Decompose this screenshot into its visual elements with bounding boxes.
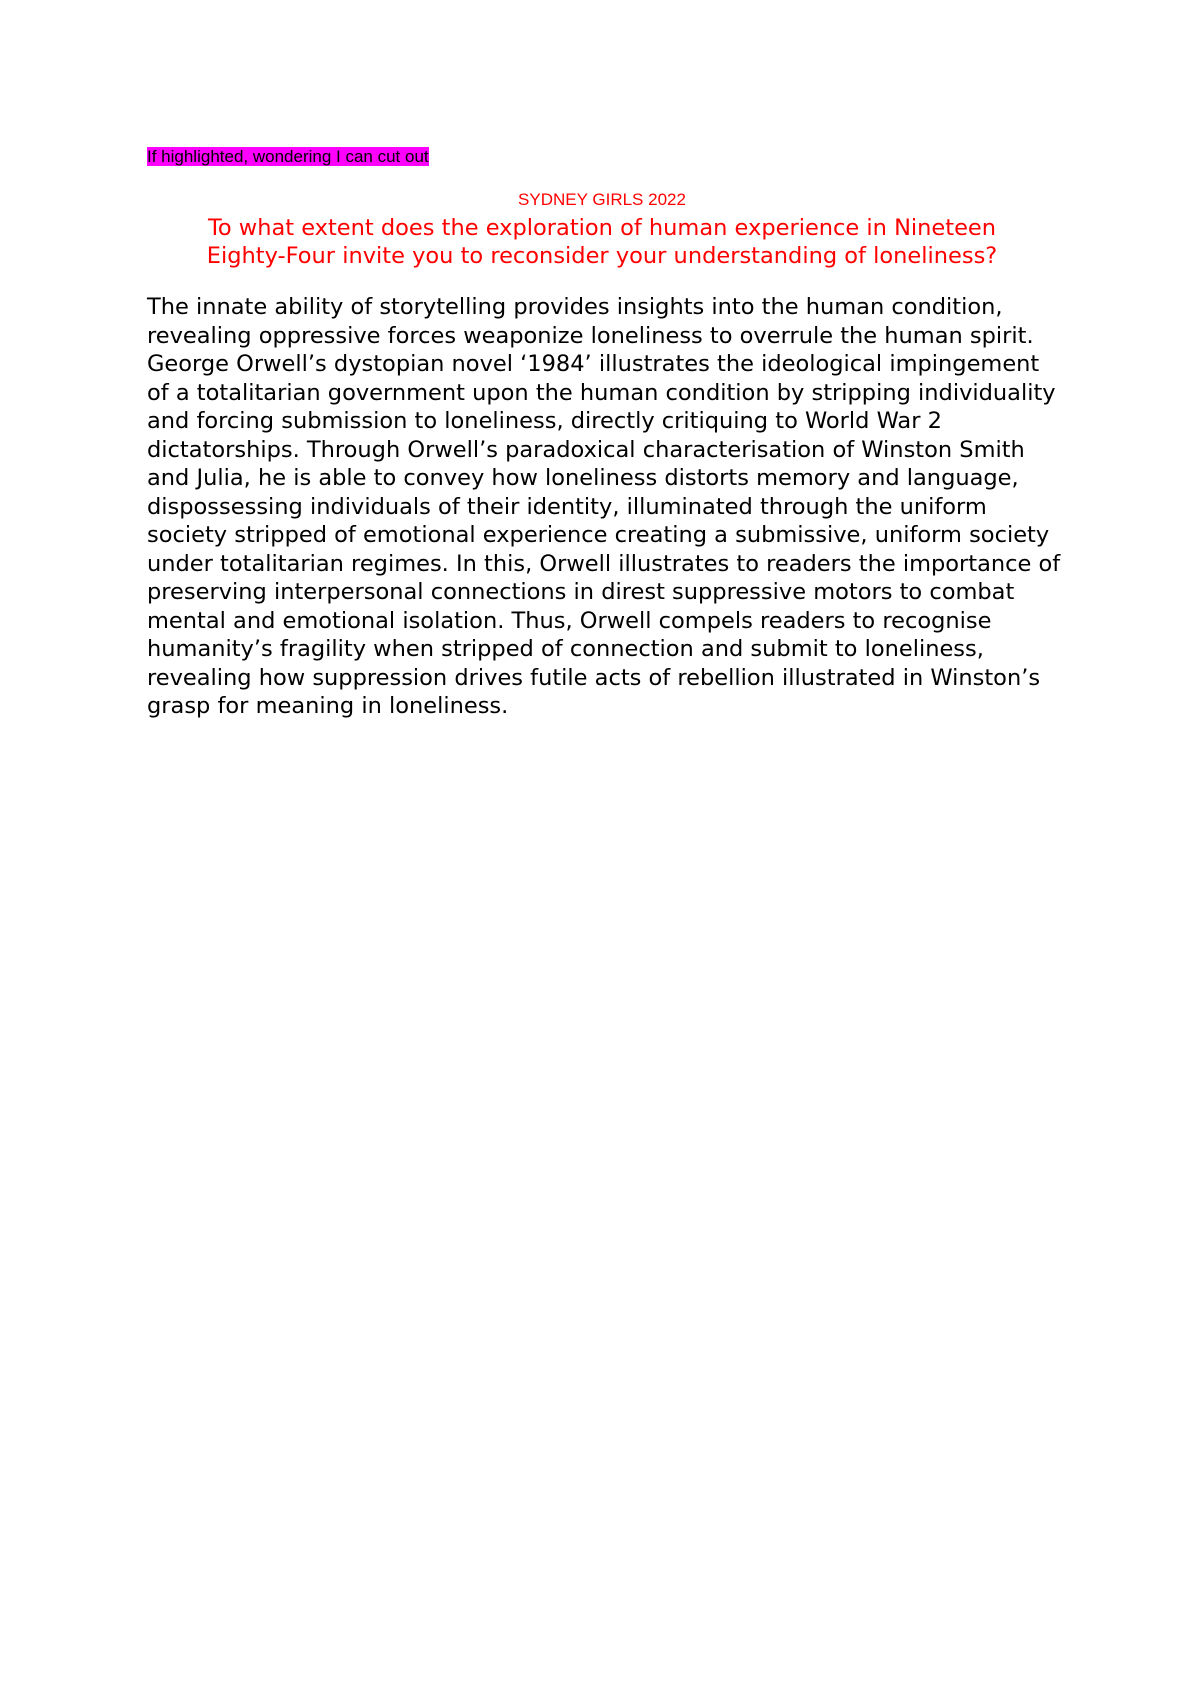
essay-question-line-1: To what extent does the exploration of human experience in Nineteen <box>207 215 997 241</box>
essay-question <box>147 214 1057 270</box>
essay-paragraph: The innate ability of storytelling provides insights into the human condition, revealing oppressive forces weaponize loneliness to overrule the human spirit. George Orwell’s dystopian novel ‘1984’ illustrates the ideological impingement of a totalitarian government upon the human condition by stripping individuality and forcing submission to loneliness, directly critiquing to World War 2 dictatorships. Through Orwell’s paradoxical characterisation of Winston Smith and Julia, he is able to convey how loneliness distorts memory and language, dispossessing individuals of their identity, illuminated through the uniform society stripped of emotional experience creating a submissive, uniform society under totalitarian regimes. In this, Orwell illustrates to readers the importance of preserving interpersonal connections in direst suppressive motors to combat mental and emotional isolation. Thus, Orwell compels readers to recognise humanity’s fragility when stripped of connection and submit to loneliness, revealing how suppression drives futile acts of rebellion illustrated in Winston’s grasp for meaning in loneliness. <box>147 294 1061 719</box>
essay-heading <box>147 190 1057 270</box>
exam-source-label: SYDNEY GIRLS 2022 <box>518 190 686 209</box>
highlighted-note <box>147 147 429 167</box>
essay-question-line-2: Eighty-Four invite you to reconsider your understanding of loneliness? <box>206 243 998 269</box>
highlighted-note-text: If highlighted, wondering I can cut out <box>147 147 429 166</box>
